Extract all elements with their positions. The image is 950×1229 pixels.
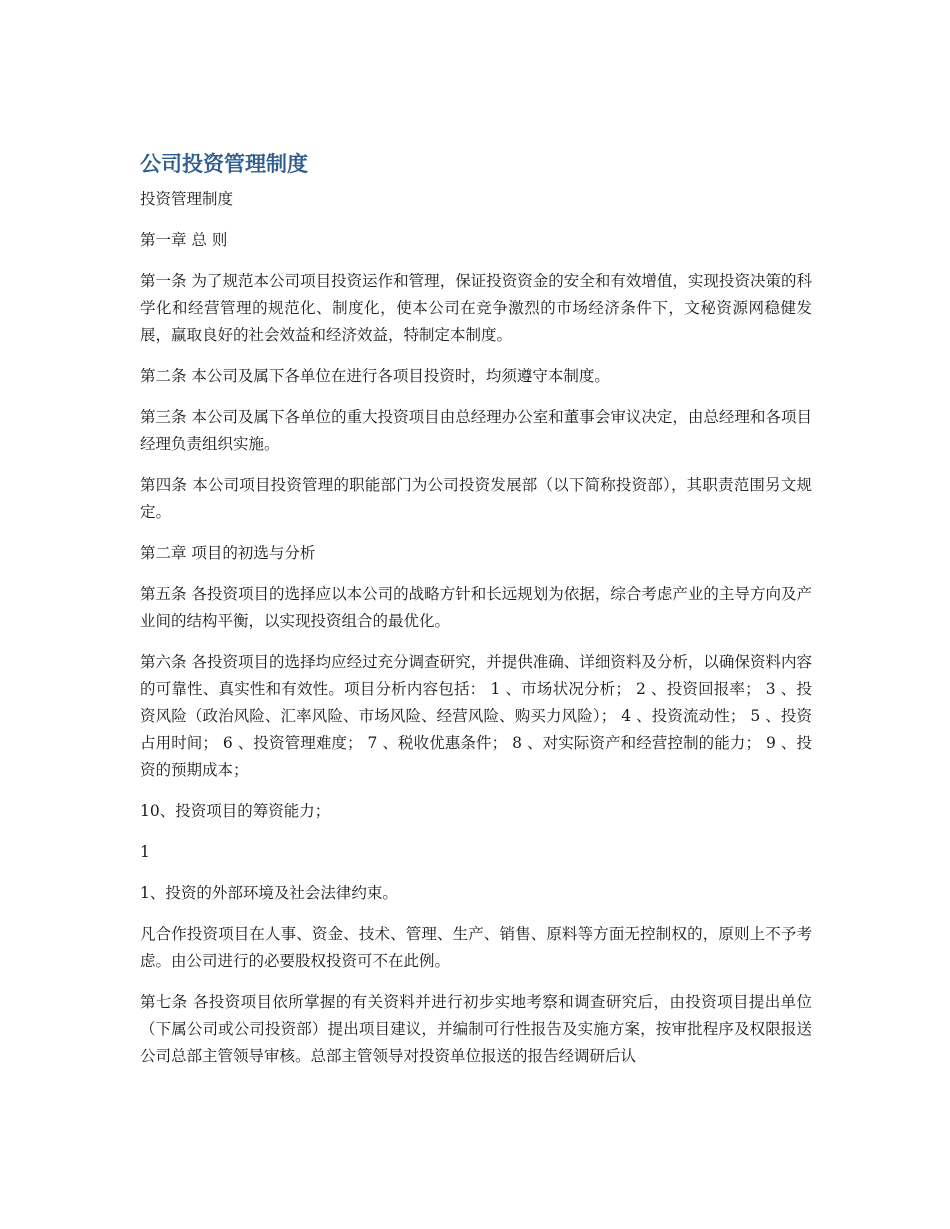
paragraph-article-4: 第四条 本公司项目投资管理的职能部门为公司投资发展部（以下简称投资部），其职责范围另文规定。 (140, 476, 812, 521)
paragraph-subtitle: 投资管理制度 (140, 190, 234, 208)
paragraph-item-1: 1、投资的外部环境及社会法律约束。 (140, 884, 398, 902)
paragraph-article-5: 第五条 各投资项目的选择应以本公司的战略方针和长远规划为依据，综合考虑产业的主导方向及产业间的结构平衡，以实现投资组合的最优化。 (140, 585, 812, 630)
paragraph-chapter-1: 第一章 总 则 (140, 231, 228, 249)
paragraph-cooperation: 凡合作投资项目在人事、资金、技术、管理、生产、销售、原料等方面无控制权的，原则上不予考虑。由公司进行的必要股权投资可不在此例。 (140, 925, 812, 970)
paragraph-chapter-2: 第二章 项目的初选与分析 (140, 544, 316, 562)
paragraph-article-7: 第七条 各投资项目依所掌握的有关资料并进行初步实地考察和调查研究后，由投资项目提出单位（下属公司或公司投资部）提出项目建议，并编制可行性报告及实施方案，按审批程序及权限报送公司总部主管领导审核。总部主管领导对投资单位报送的报告经调研后认 (140, 993, 812, 1065)
paragraph-article-1: 第一条 为了规范本公司项目投资运作和管理，保证投资资金的安全和有效增值，实现投资决策的科学化和经营管理的规范化、制度化，使本公司在竞争激烈的市场经济条件下，文秘资源网稳健发展，赢取良好的社会效益和经济效益，特制定本制度。 (140, 272, 812, 344)
paragraph-article-6: 第六条 各投资项目的选择均应经过充分调查研究，并提供准确、详细资料及分析，以确保资料内容的可靠性、真实性和有效性。项目分析内容包括： 1 、市场状况分析； 2 、投资回报率； 3 、投资风险（政治风险、汇率风险、市场风险、经营风险、购买力风险）； 4 、投资流动性； 5 、投资占用时间； 6 、投资管理难度； 7 、税收优惠条件； 8 、对实际资产和经营控制的能力； 9 、投资的预期成本； (140, 653, 812, 779)
document-title: 公司投资管理制度 (140, 152, 308, 176)
document-page (140, 148, 812, 1084)
paragraph-page-number: 1 (140, 843, 150, 861)
paragraph-article-2: 第二条 本公司及属下各单位在进行各项目投资时，均须遵守本制度。 (140, 367, 610, 385)
paragraph-item-10: 10、投资项目的筹资能力； (140, 802, 331, 820)
paragraph-article-3: 第三条 本公司及属下各单位的重大投资项目由总经理办公室和董事会审议决定，由总经理和各项目经理负责组织实施。 (140, 408, 812, 453)
